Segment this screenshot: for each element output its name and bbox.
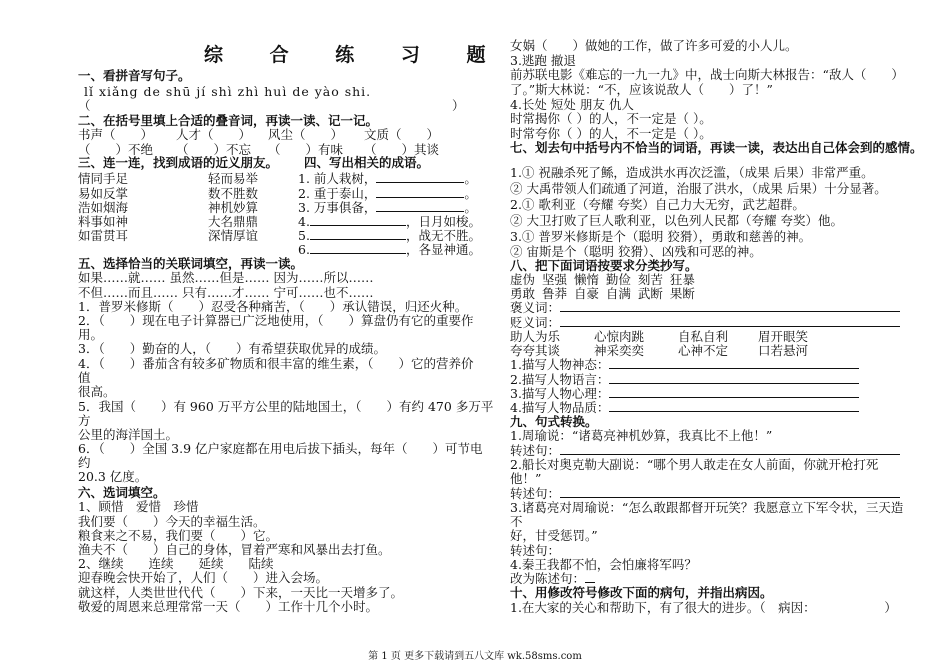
s2-row2-item4: （ ）其谈: [364, 142, 440, 157]
s9-line-3a: 3.诸葛亮对周瑜说：“怎么敢跟都督开玩笑？我愿意立下军令状，三天造: [510, 500, 904, 515]
page-footer: 第 1 页 更多下载请到五八文库 wk.58sms.com: [368, 651, 582, 662]
s3-right-2: 数不胜数: [208, 186, 259, 201]
s7-line-5: 3.① 普罗米修斯是个（聪明 狡猾），勇敢和慈善的神。: [510, 229, 812, 244]
s3-left-1: 情同手足: [78, 171, 129, 186]
r-line-6: 时常揭你（ ）的人，不一定是（ ）。: [510, 111, 712, 126]
s3-right-1: 轻而易举: [208, 171, 259, 186]
s3-right-3: 神机妙算: [208, 200, 259, 215]
r-line-2: 3.逃跑 撤退: [510, 53, 576, 68]
s5-question-4c: 很高。: [78, 384, 116, 399]
section-6-heading: 六、选词填空。: [78, 485, 166, 500]
s5-question-2b: 用。: [78, 327, 104, 342]
s4-item-4: 4. ，日月如梭。: [298, 214, 481, 229]
page-title: 综 合 练 习 题: [204, 44, 506, 66]
r-line-3: 前苏联电影《难忘的一九一九》中，战士向斯大林报告：“敌人（ ）: [510, 67, 904, 82]
s3-left-2: 易如反掌: [78, 186, 129, 201]
s6-group-1-line-2: 粮食来之不易，我们要（ ）它。: [78, 528, 279, 543]
s2-row1-item3: 风尘（ ）: [268, 127, 344, 142]
r-line-5: 4.长处 短处 朋友 仇人: [510, 97, 634, 112]
r-line-4: 了。”斯大林说：“不，应该说敌人（ ）了！”: [510, 82, 773, 97]
s6-group-1-words: 1、顾惜 爱惜 珍惜: [78, 499, 199, 514]
s5-question-5a: 5．我国（ ）有 960 万平方公里的陆地国土，（ ）有约 470 多万平: [78, 399, 494, 414]
s8-category-3: 3.描写人物心理：: [510, 386, 859, 401]
s8-category-4: 4.描写人物品质：: [510, 400, 859, 415]
s8-praise-row: 褒义词：: [510, 300, 900, 315]
s6-group-2-words: 2、继续 连续 延续 陆续: [78, 556, 274, 571]
s5-words-1: 如果……就…… 虽然……但是…… 因为……所以……: [78, 270, 374, 285]
s4-item-1: 1. 前人栽树， 。: [298, 171, 477, 186]
s5-question-6c: 20.3 亿度。: [78, 469, 148, 484]
s9-line-2b: 他！”: [510, 471, 542, 486]
s9-line-3c: 好，甘受惩罚。”: [510, 528, 598, 543]
s8-words-3-b: 心惊肉跳: [594, 329, 645, 344]
s5-question-6a: 6．（ ）全国 3.9 亿户家庭都在用电后拔下插头，每年（ ）可节电: [78, 441, 483, 456]
s7-line-6: ② 宙斯是个（聪明 狡猾）、凶残和可恶的神。: [510, 244, 762, 259]
s8-category-2: 2.描写人物语言：: [510, 372, 859, 387]
s8-words-4-a: 夸夸其谈: [510, 343, 561, 358]
s9-line-4: 4.秦王我都不怕，会怕廉将军吗？: [510, 557, 697, 572]
s2-row1-item1: 书声（ ）: [78, 127, 154, 142]
s8-derog-row: 贬义词：: [510, 315, 900, 330]
r-line-1: 女娲（ ）做她的工作，做了许多可爱的小人儿。: [510, 38, 798, 53]
s5-question-5c: 公里的海洋国土。: [78, 427, 179, 442]
s7-line-4: ② 大卫打败了巨人歌利亚，以色列人民都（夸耀 夸奖）他。: [510, 213, 843, 228]
s3-left-3: 浩如烟海: [78, 200, 129, 215]
s3-right-5: 深情厚谊: [208, 228, 259, 243]
s9-line-1: 1.周瑜说：“诸葛亮神机妙算，我真比不上他！”: [510, 428, 773, 443]
s4-item-6: 6. ，各显神通。: [298, 242, 481, 257]
s8-words-2: 勇敢 鲁莽 自豪 自满 武断 果断: [510, 286, 695, 301]
s2-row2-item2: （ ）不忘: [176, 142, 252, 157]
s8-words-3-a: 助人为乐: [510, 329, 561, 344]
s5-question-3: 3．（ ）勤奋的人，（ ）有希望获取优异的成绩。: [78, 341, 386, 356]
s9-convert-1: 转述句：: [510, 443, 900, 458]
s5-words-2: 不但……而且…… 只有……才…… 宁可……也不……: [78, 285, 374, 300]
s2-row2-item1: （ ）不绝: [78, 142, 154, 157]
section-1-heading: 一、看拼音写句子。: [78, 68, 191, 83]
s8-words-4-d: 口若悬河: [758, 343, 809, 358]
s7-line-2: ② 大禹带领人们疏通了河道，治服了洪水，（成果 后果）十分显著。: [510, 181, 887, 196]
section-8-heading: 八、把下面词语按要求分类抄写。: [510, 258, 698, 273]
section-10-heading: 十、用修改符号修改下面的病句，并指出病因。: [510, 585, 773, 600]
s6-group-2-line-2: 就这样，人类世世代代（ ）下来，一天比一天增多了。: [78, 585, 404, 600]
s6-group-2-line-3: 敬爱的周恩来总理常常一天（ ）工作十几个小时。: [78, 599, 379, 614]
s5-question-5b: 方: [78, 413, 91, 428]
s8-category-1: 1.描写人物神态：: [510, 357, 859, 372]
s4-item-5: 5. ，战无不胜。: [298, 228, 481, 243]
s9-convert-3: 转述句：: [510, 543, 561, 558]
s2-row1-item4: 文质（ ）: [364, 127, 440, 142]
s5-question-6b: 约: [78, 455, 91, 470]
s3-right-4: 大名鼎鼎: [208, 214, 259, 229]
s3-left-5: 如雷贯耳: [78, 228, 129, 243]
s9-convert-2: 转述句：: [510, 486, 900, 501]
s7-line-3: 2.① 歌利亚（夸耀 夸奖）自己力大无穷，武艺超群。: [510, 197, 805, 212]
s6-group-1-line-3: 渔夫不（ ）自己的身体，冒着严寒和风暴出去打鱼。: [78, 542, 391, 557]
answer-paren-close: ）: [452, 98, 465, 113]
s5-question-4b: 值: [78, 370, 91, 385]
section-9-heading: 九、句式转换。: [510, 414, 598, 429]
s3-left-4: 料事如神: [78, 214, 129, 229]
s8-words-1: 虚伪 坚强 懒惰 勤俭 刻苦 狂暴: [510, 272, 695, 287]
s5-question-1: 1．普罗米修斯（ ）忍受各种痛苦，（ ）承认错误，归还火种。: [78, 299, 468, 314]
s2-row2-item3: （ ）有味: [268, 142, 344, 157]
section-3-heading: 三、连一连，找到成语的近义朋友。: [78, 155, 279, 170]
s2-row1-item2: 人才（ ）: [176, 127, 252, 142]
section-4-heading: 四、写出相关的成语。: [304, 155, 430, 170]
s5-question-2a: 2．（ ）现在电子计算器已广泛地使用，（ ）算盘仍有它的重要作: [78, 313, 474, 328]
answer-paren-open: （: [78, 98, 91, 113]
s6-group-2-line-1: 迎春晚会快开始了，人们（ ）进入会场。: [78, 570, 329, 585]
s4-item-2: 2. 重于泰山， 。: [298, 186, 477, 201]
s9-line-3b: 不: [510, 514, 523, 529]
s5-question-4a: 4．（ ）番茄含有较多矿物质和很丰富的维生素，（ ）它的营养价: [78, 356, 474, 371]
section-7-heading: 七、划去句中括号内不恰当的词语，再读一读，表达出自己体会到的感情。: [510, 140, 923, 155]
s6-group-1-line-1: 我们要（ ）今天的幸福生活。: [78, 514, 266, 529]
s8-words-4-b: 神采奕奕: [594, 343, 645, 358]
s10-line-1: 1.在大家的关心和帮助下，有了很大的进步。（ 病因： ）: [510, 600, 897, 615]
s8-words-4-c: 心神不定: [678, 343, 729, 358]
s7-line-1: 1.① 祝融杀死了鲧，造成洪水再次泛滥，（成果 后果）非常严重。: [510, 165, 874, 180]
s9-line-2a: 2.船长对奥克勒大副说：“哪个男人敢走在女人前面，你就开枪打死: [510, 457, 879, 472]
s8-words-3-d: 眉开眼笑: [758, 329, 809, 344]
s4-item-3: 3. 万事俱备， 。: [298, 200, 477, 215]
pinyin-line: lǐ xiǎng de shū jí shì zhì huì de yào shi.: [84, 84, 372, 99]
r-line-7: 时常夸你（ ）的人，不一定是（ ）。: [510, 126, 712, 141]
section-2-heading: 二、在括号里填上合适的叠音词，再读一读、记一记。: [78, 113, 379, 128]
section-5-heading: 五、选择恰当的关联词填空，再读一读。: [78, 256, 304, 271]
s8-words-3-c: 自私自利: [678, 329, 729, 344]
s9-line-4b: 改为陈述句：: [510, 571, 595, 586]
